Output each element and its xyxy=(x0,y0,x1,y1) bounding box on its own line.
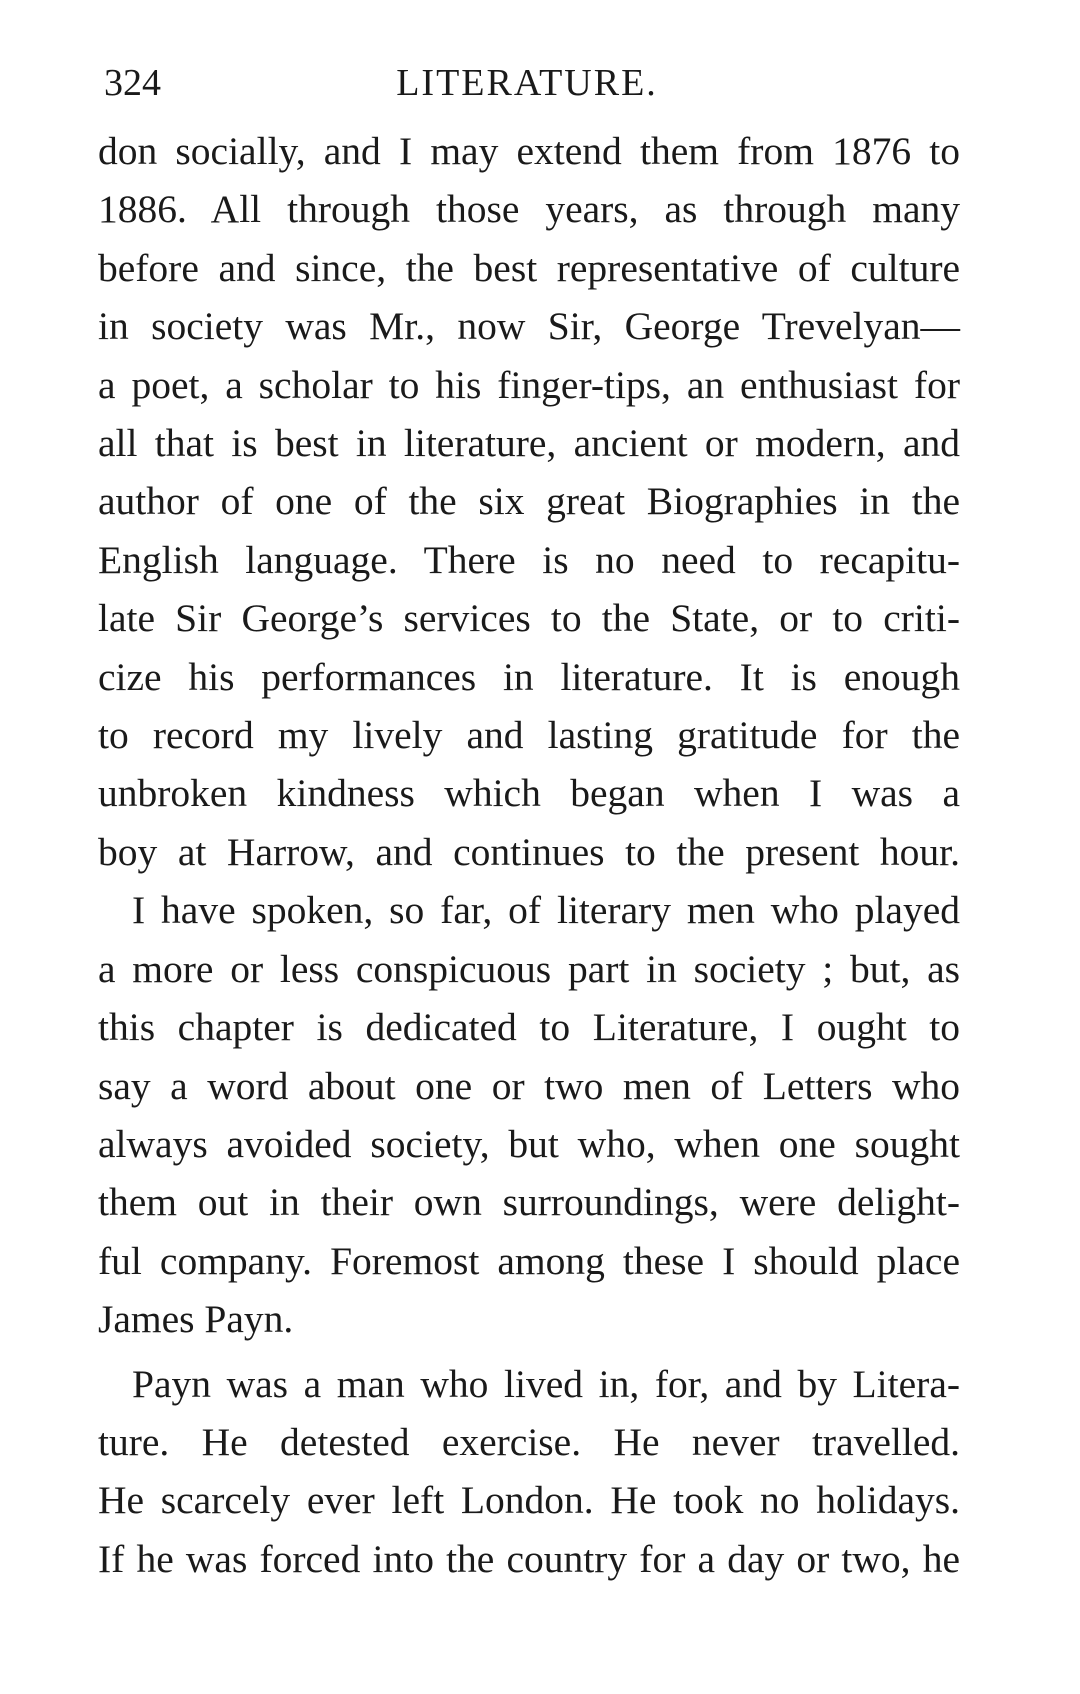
body-text xyxy=(98,122,960,1588)
text-line: English language. There is no need to recapitu- xyxy=(98,537,960,582)
text-line: late Sir George’s services to the State, or to criti- xyxy=(98,596,960,641)
paragraph-1 xyxy=(98,122,960,881)
text-line: If he was forced into the country for a day or two, he xyxy=(98,1536,960,1581)
paragraph-3 xyxy=(98,1355,960,1589)
text-line: author of one of the six great Biographies in the xyxy=(98,479,960,524)
running-title: LITERATURE. xyxy=(396,62,658,104)
text-line: 1886. All through those years, as through many xyxy=(98,187,960,232)
text-line: all that is best in literature, ancient or modern, and xyxy=(98,421,960,466)
text-line: always avoided society, but who, when one sought xyxy=(98,1121,960,1166)
text-line: ful company. Foremost among these I should place xyxy=(98,1238,960,1283)
text-line: ture. He detested exercise. He never travelled. xyxy=(98,1419,960,1464)
text-line: cize his performances in literature. It is enough xyxy=(98,654,960,699)
text-line: to record my lively and lasting gratitude for the xyxy=(98,713,960,758)
text-line: don socially, and I may extend them from 1876 to xyxy=(98,129,960,173)
text-line: in society was Mr., now Sir, George Trevelyan— xyxy=(98,304,960,349)
text-line: boy at Harrow, and continues to the present hour. xyxy=(98,829,960,874)
text-line: a more or less conspicuous part in society ; but, as xyxy=(98,946,960,991)
page-header xyxy=(104,58,950,114)
page-number: 324 xyxy=(104,62,161,104)
text-line: I have spoken, so far, of literary men who played xyxy=(132,888,960,933)
text-line: a poet, a scholar to his finger-tips, an enthusiast for xyxy=(98,362,960,407)
text-line: James Payn. xyxy=(98,1297,294,1342)
text-line: Payn was a man who lived in, for, and by Litera- xyxy=(132,1361,960,1406)
text-line: before and since, the best representative of culture xyxy=(98,245,960,290)
text-line: them out in their own surroundings, were delight- xyxy=(98,1180,960,1225)
paragraph-2 xyxy=(98,881,960,1348)
text-line: this chapter is dedicated to Literature, I ought to xyxy=(98,1005,960,1050)
text-line: unbroken kindness which began when I was a xyxy=(98,771,960,816)
text-line: say a word about one or two men of Letters who xyxy=(98,1063,960,1108)
text-line: He scarcely ever left London. He took no holidays. xyxy=(98,1478,960,1523)
